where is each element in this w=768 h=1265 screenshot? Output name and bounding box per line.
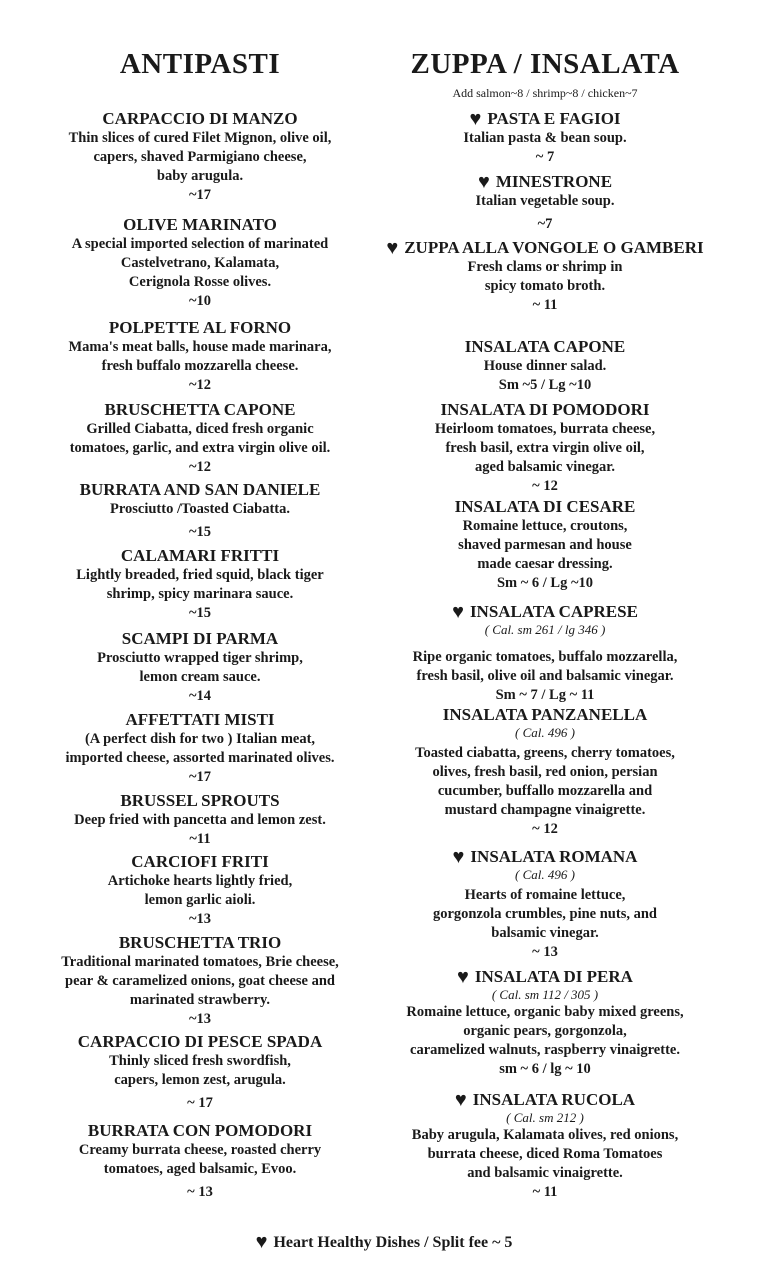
item-price: ~ 7: [535, 149, 555, 165]
menu-item: [365, 847, 725, 962]
item-description: imported cheese, assorted marinated olives.: [65, 750, 335, 766]
item-description: tomatoes, garlic, and extra virgin olive oil.: [69, 440, 331, 456]
item-calories: ( Cal. 496 ): [515, 725, 575, 740]
menu-item: [20, 109, 380, 205]
menu-item: [365, 337, 725, 395]
item-description: A special imported selection of marinated: [71, 236, 329, 252]
item-price: ~17: [188, 769, 212, 785]
item-description: mustard champagne vinaigrette.: [444, 802, 646, 818]
item-description: baby arugula.: [156, 168, 244, 184]
item-price: ~14: [188, 688, 212, 704]
item-title-text: POLPETTE AL FORNO: [108, 318, 292, 337]
item-description: Castelvetrano, Kalamata,: [120, 255, 280, 271]
item-description: fresh basil, olive oil and balsamic vinegar.: [416, 668, 674, 684]
heart-icon: ♥: [386, 237, 399, 259]
item-price: ~15: [188, 524, 212, 540]
item-title-text: CARCIOFI FRITI: [131, 852, 269, 871]
item-title: [365, 847, 725, 867]
item-title-text: INSALATA CAPONE: [464, 337, 626, 356]
heart-icon: ♥: [477, 171, 490, 193]
item-title-text: SCAMPI DI PARMA: [121, 629, 279, 648]
menu-item: [20, 546, 380, 623]
item-description: cucumber, buffallo mozzarella and: [437, 783, 653, 799]
item-description: Thinly sliced fresh swordfish,: [109, 1053, 291, 1069]
menu-item: [20, 1121, 380, 1202]
item-description: shrimp, spicy marinara sauce.: [106, 586, 294, 602]
item-description: spicy tomato broth.: [484, 278, 606, 294]
item-description: caramelized walnuts, raspberry vinaigrette.: [410, 1042, 680, 1058]
item-title-text: INSALATA PANZANELLA: [442, 705, 648, 724]
heart-icon: ♥: [452, 846, 465, 868]
heart-icon: ♥: [452, 601, 464, 623]
item-description: Prosciutto wrapped tiger shrimp,: [97, 650, 303, 666]
item-title: [365, 497, 725, 517]
menu-item: [365, 1090, 725, 1202]
item-description: Romaine lettuce, croutons,: [462, 518, 628, 534]
item-description: (A perfect dish for two ) Italian meat,: [84, 731, 316, 747]
item-description: capers, shaved Parmigiano cheese,: [93, 149, 307, 165]
item-description: balsamic vinegar.: [491, 925, 599, 941]
item-title-text: INSALATA CAPRESE: [469, 602, 638, 621]
item-title: [20, 710, 380, 730]
item-description: lemon garlic aioli.: [144, 892, 256, 908]
item-description: Romaine lettuce, organic baby mixed greens,: [406, 1004, 684, 1020]
item-title: [20, 791, 380, 811]
item-price: ~ 11: [532, 297, 558, 313]
menu-item: [365, 238, 725, 315]
item-description: burrata cheese, diced Roma Tomatoes: [427, 1146, 663, 1162]
item-price: ~ 12: [532, 478, 558, 494]
menu-item: [20, 480, 380, 542]
item-calories: ( Cal. sm 212 ): [506, 1110, 584, 1125]
item-description: Toasted ciabatta, greens, cherry tomatoes,: [415, 745, 675, 761]
item-title-text: BRUSCHETTA CAPONE: [104, 400, 296, 419]
menu-item: [20, 1032, 380, 1113]
menu-item: [20, 933, 380, 1029]
item-title: [20, 109, 380, 129]
item-title-text: AFFETTATI MISTI: [125, 710, 275, 729]
menu-item: [20, 215, 380, 311]
item-title: [365, 400, 725, 420]
item-description: Italian pasta & bean soup.: [463, 130, 627, 146]
item-description: capers, lemon zest, arugula.: [114, 1072, 286, 1088]
menu-item: [20, 710, 380, 787]
item-title: [365, 238, 725, 258]
item-description: and balsamic vinaigrette.: [467, 1165, 623, 1181]
item-title: [365, 705, 725, 725]
item-price: ~12: [188, 459, 212, 475]
item-calories: ( Cal. sm 261 / lg 346 ): [484, 622, 606, 637]
item-title-text: INSALATA RUCOLA: [472, 1090, 636, 1109]
item-title: [20, 546, 380, 566]
item-price: Sm ~5 / Lg ~10: [498, 377, 592, 393]
item-title-text: CALAMARI FRITTI: [120, 546, 280, 565]
item-price: ~ 12: [532, 821, 558, 837]
menu-item: [365, 497, 725, 593]
menu-item: [365, 705, 725, 839]
item-title: [20, 629, 380, 649]
item-description: Lightly breaded, fried squid, black tiger: [76, 567, 324, 583]
footer-text: Heart Healthy Dishes / Split fee ~ 5: [273, 1234, 513, 1251]
item-title-text: INSALATA ROMANA: [470, 847, 638, 866]
item-title-text: OLIVE MARINATO: [123, 215, 277, 234]
heart-icon: ♥: [255, 1231, 268, 1253]
item-description: shaved parmesan and house: [458, 537, 632, 553]
item-price: ~ 17: [187, 1095, 213, 1111]
item-description: Thin slices of cured Filet Mignon, olive oil,: [68, 130, 332, 146]
item-title-text: PASTA E FAGIOI: [487, 109, 621, 128]
item-price: ~ 11: [532, 1184, 558, 1200]
item-description: Ripe organic tomatoes, buffalo mozzarella,: [412, 649, 678, 665]
item-description: Hearts of romaine lettuce,: [464, 887, 626, 903]
item-title: [20, 480, 380, 500]
item-title-text: INSALATA DI CESARE: [454, 497, 636, 516]
item-description: House dinner salad.: [483, 358, 607, 374]
heart-icon: ♥: [457, 966, 469, 988]
item-description: Traditional marinated tomatoes, Brie cheese,: [61, 954, 339, 970]
menu-item: [365, 602, 725, 705]
footer-note: [0, 1233, 768, 1252]
item-price: ~10: [188, 293, 212, 309]
item-description: aged balsamic vinegar.: [474, 459, 616, 475]
menu-item: [20, 629, 380, 706]
menu-item: [365, 400, 725, 496]
item-title-text: ZUPPA ALLA VONGOLE O GAMBERI: [404, 238, 704, 257]
item-description: tomatoes, aged balsamic, Evoo.: [103, 1161, 297, 1177]
item-title: [365, 337, 725, 357]
item-description: Creamy burrata cheese, roasted cherry: [78, 1142, 322, 1158]
item-description: Grilled Ciabatta, diced fresh organic: [86, 421, 314, 437]
item-title: [20, 318, 380, 338]
item-title: [365, 967, 725, 987]
item-description: organic pears, gorgonzola,: [463, 1023, 627, 1039]
item-description: marinated strawberry.: [129, 992, 271, 1008]
item-title-text: INSALATA DI PERA: [474, 967, 633, 986]
item-price: ~ 13: [532, 944, 558, 960]
item-description: Prosciutto /Toasted Ciabatta.: [109, 501, 291, 517]
item-price: ~17: [188, 187, 212, 203]
item-title: [20, 215, 380, 235]
item-title: [20, 400, 380, 420]
item-title: [365, 1090, 725, 1110]
item-price: Sm ~ 6 / Lg ~10: [496, 575, 594, 591]
item-price: ~13: [188, 911, 212, 927]
item-description: Artichoke hearts lightly fried,: [107, 873, 293, 889]
antipasti-heading: ANTIPASTI: [119, 48, 281, 80]
item-price: ~13: [188, 1011, 212, 1027]
menu-item: [20, 400, 380, 477]
item-description: lemon cream sauce.: [139, 669, 261, 685]
item-title: [20, 852, 380, 872]
menu-item: [365, 967, 725, 1079]
item-title: [365, 172, 725, 192]
item-title: [20, 1032, 380, 1052]
item-price: ~12: [188, 377, 212, 393]
item-title: [20, 933, 380, 953]
item-title-text: CARPACCIO DI PESCE SPADA: [77, 1032, 323, 1051]
item-title: [365, 109, 725, 129]
menu-item: [365, 172, 725, 234]
item-description: Heirloom tomatoes, burrata cheese,: [434, 421, 656, 437]
item-title: [20, 1121, 380, 1141]
item-title-text: BURRATA CON POMODORI: [87, 1121, 313, 1140]
zuppa-heading: ZUPPA / INSALATA: [410, 48, 680, 80]
item-price: ~15: [188, 605, 212, 621]
item-price: sm ~ 6 / lg ~ 10: [499, 1061, 591, 1077]
item-description: pear & caramelized onions, goat cheese and: [65, 973, 335, 989]
heart-icon: ♥: [469, 108, 482, 130]
item-title-text: BRUSSEL SPROUTS: [120, 791, 280, 810]
item-title: [365, 602, 725, 622]
heart-icon: ♥: [454, 1089, 467, 1111]
menu-item: [20, 318, 380, 395]
item-description: made caesar dressing.: [477, 556, 613, 572]
item-description: Italian vegetable soup.: [475, 193, 615, 209]
item-title-text: CARPACCIO DI MANZO: [102, 109, 298, 128]
item-description: Mama's meat balls, house made marinara,: [68, 339, 332, 355]
item-description: Baby arugula, Kalamata olives, red onions,: [411, 1127, 679, 1143]
item-title-text: BRUSCHETTA TRIO: [118, 933, 282, 952]
menu-item: [20, 791, 380, 849]
item-price: ~ 13: [187, 1184, 213, 1200]
item-calories: ( Cal. 496 ): [515, 867, 575, 882]
menu-item: [20, 852, 380, 929]
item-title-text: INSALATA DI POMODORI: [440, 400, 650, 419]
item-description: Fresh clams or shrimp in: [467, 259, 623, 275]
item-price: Sm ~ 7 / Lg ~ 11: [495, 687, 595, 703]
item-price: ~7: [537, 216, 553, 232]
menu-item: [365, 109, 725, 167]
item-calories: ( Cal. sm 112 / 305 ): [491, 987, 599, 1002]
item-title-text: BURRATA AND SAN DANIELE: [79, 480, 321, 499]
item-description: Cerignola Rosse olives.: [128, 274, 272, 290]
item-description: fresh buffalo mozzarella cheese.: [101, 358, 299, 374]
item-description: Deep fried with pancetta and lemon zest.: [74, 812, 326, 828]
item-description: olives, fresh basil, red onion, persian: [432, 764, 658, 780]
item-title-text: MINESTRONE: [495, 172, 613, 191]
item-description: gorgonzola crumbles, pine nuts, and: [433, 906, 657, 922]
item-price: ~11: [189, 831, 211, 847]
add-protein-note: Add salmon~8 / shrimp~8 / chicken~7: [452, 86, 638, 100]
item-description: fresh basil, extra virgin olive oil,: [445, 440, 645, 456]
